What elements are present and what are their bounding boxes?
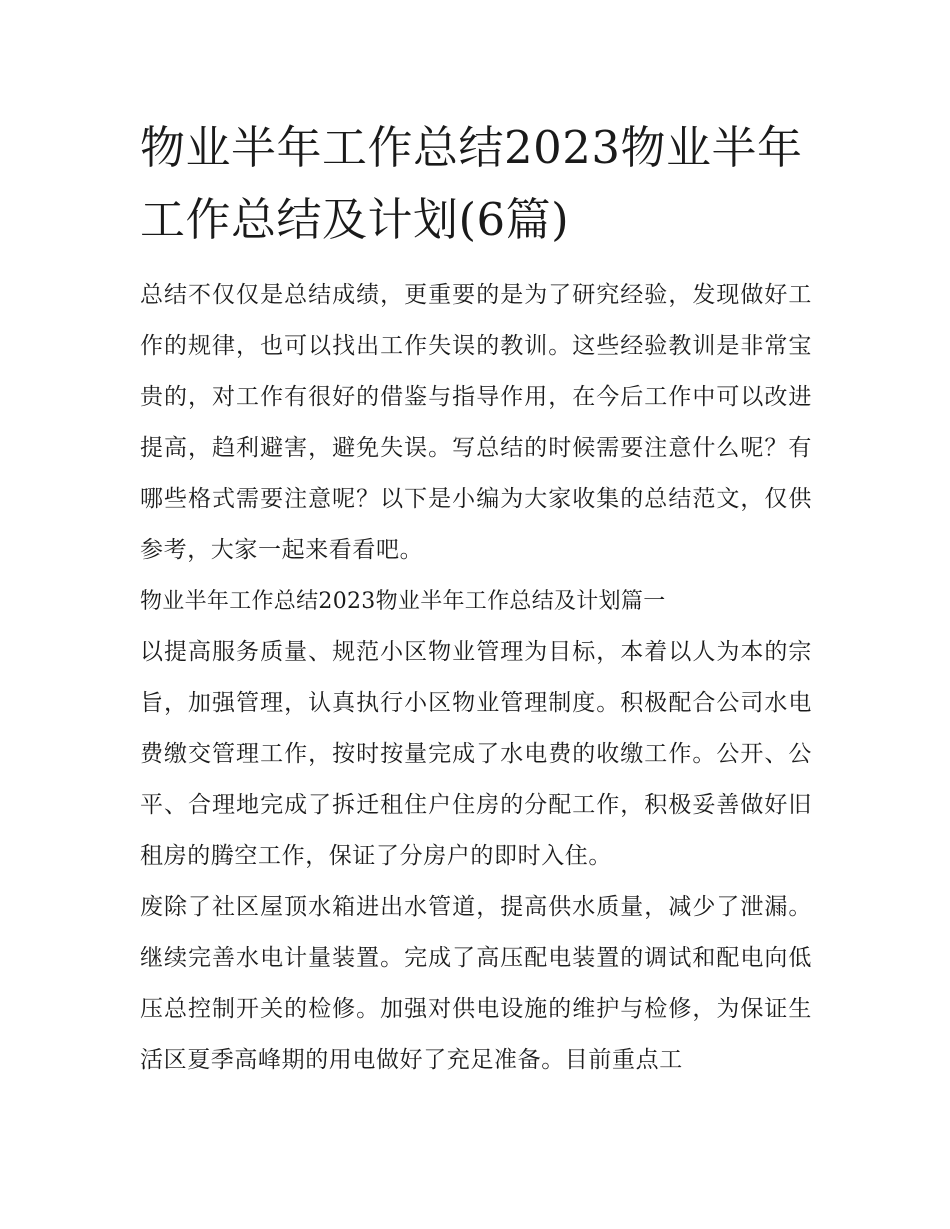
body-paragraph-1: 以提高服务质量、规范小区物业管理为目标，本着以人为本的宗旨，加强管理，认真执行小区物业管理制度。积极配合公司水电费缴交管理工作，按时按量完成了水电费的收缴工作。公开、公平、合理地完成了拆迁租住户住房的分配工作，积极妥善做好旧租房的腾空工作，保证了分房户的即时入住。	[140, 639, 812, 869]
document-body	[140, 112, 812, 1086]
document-title: 物业半年工作总结2023物业半年工作总结及计划(6篇)	[140, 121, 803, 246]
section-heading: 物业半年工作总结2023物业半年工作总结及计划篇一	[140, 589, 666, 614]
body-paragraph-2: 废除了社区屋顶水箱进出水管道，提高供水质量，减少了泄漏。继续完善水电计量装置。完成了高压配电装置的调试和配电向低压总控制开关的检修。加强对供电设施的维护与检修，为保证生活区夏季高峰期的用电做好了充足准备。目前重点工	[140, 894, 812, 1073]
intro-paragraph: 总结不仅仅是总结成绩，更重要的是为了研究经验，发现做好工作的规律，也可以找出工作失误的教训。这些经验教训是非常宝贵的，对工作有很好的借鉴与指导作用，在今后工作中可以改进提高，趋利避害，避免失误。写总结的时候需要注意什么呢？有哪些格式需要注意呢？以下是小编为大家收集的总结范文，仅供参考，大家一起来看看吧。	[140, 282, 812, 563]
